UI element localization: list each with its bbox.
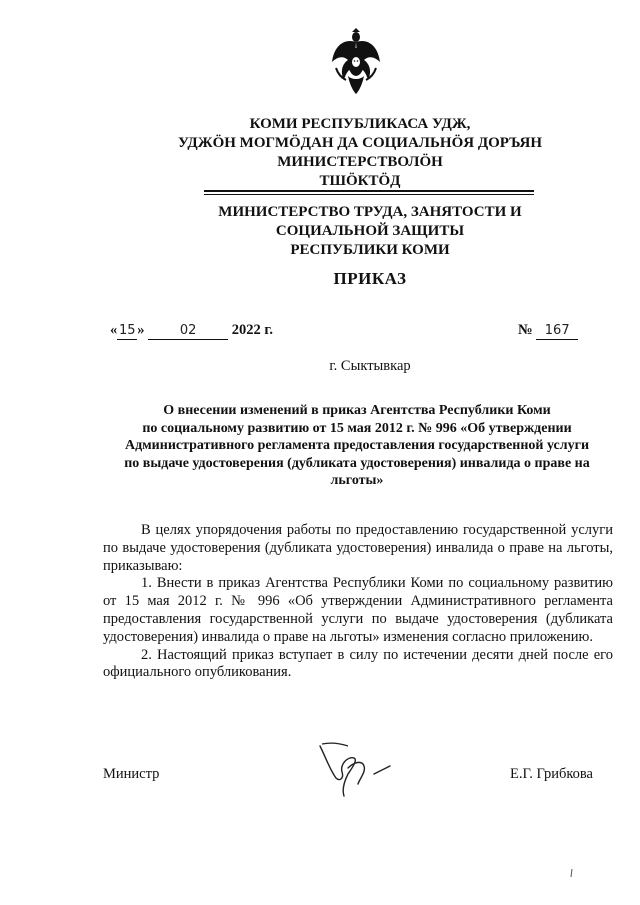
body-paragraph: В целях упорядочения работы по предоставлению государственной услуги по выдаче удостоверения (дубликата удостоверения) инвалида о праве на льготы, приказываю: bbox=[103, 522, 613, 574]
subject-line: льготы» bbox=[330, 473, 384, 488]
order-number bbox=[518, 322, 578, 340]
header-ru-line: РЕСПУБЛИКИ КОМИ bbox=[290, 242, 450, 258]
subject-line: по социальному развитию от 15 мая 2012 г. № 996 «Об утверждении bbox=[142, 420, 572, 436]
header-komi-line: УДЖÖН МОГМÖДАН ДА СОЦИАЛЬНÖЯ ДОРЪЯН bbox=[177, 135, 543, 151]
date-day: 15 bbox=[118, 323, 136, 338]
scan-mark-icon bbox=[568, 868, 576, 878]
order-date bbox=[110, 322, 273, 340]
order-body bbox=[103, 522, 613, 682]
header-ru-line: МИНИСТЕРСТВО ТРУДА, ЗАНЯТОСТИ И bbox=[218, 204, 522, 220]
coat-of-arms-icon bbox=[330, 28, 382, 94]
body-paragraph: 2. Настоящий приказ вступает в силу по истечении десяти дней после его официального опубликования. bbox=[103, 646, 613, 681]
document-type: ПРИКАЗ bbox=[333, 269, 407, 288]
header-komi-line: ТШÖКТÖД bbox=[319, 173, 401, 189]
header-divider-thin bbox=[204, 194, 534, 195]
signatory-title: Министр bbox=[103, 766, 160, 782]
date-close-quote: » bbox=[137, 322, 145, 338]
subject-line: Административного регламента предоставления государственной услуги bbox=[124, 438, 590, 453]
signatory-name: Е.Г. Грибкова bbox=[510, 766, 593, 782]
date-open-quote: « bbox=[110, 322, 118, 338]
header-komi-line: КОМИ РЕСПУБЛИКАСА УДЖ, bbox=[249, 116, 471, 132]
number-value: 167 bbox=[536, 323, 578, 340]
subject-line: по выдаче удостоверения (дубликата удостоверения) инвалида о праве на bbox=[124, 455, 590, 471]
number-label: № bbox=[518, 322, 533, 338]
date-year: 2022 г. bbox=[231, 322, 273, 338]
ministry-header-komi bbox=[160, 115, 560, 191]
ministry-header-russian bbox=[170, 203, 570, 260]
header-ru-line: СОЦИАЛЬНОЙ ЗАЩИТЫ bbox=[275, 223, 465, 239]
header-divider-thick bbox=[204, 190, 534, 192]
signature-icon bbox=[308, 738, 398, 800]
header-komi-line: МИНИСТЕРСТВОЛÖН bbox=[277, 154, 443, 170]
city: г. Сыктывкар bbox=[329, 358, 411, 374]
date-month: 02 bbox=[148, 323, 228, 340]
order-subject bbox=[100, 402, 614, 490]
subject-line: О внесении изменений в приказ Агентства Республики Коми bbox=[163, 403, 551, 418]
body-paragraph: 1. Внести в приказ Агентства Республики Коми по социальному развитию от 15 мая 2012 г. № 996 «Об утверждении Административного регламента предоставления государственной услуги по выдаче удостоверения (дубликата удостоверения) инвалида о праве на льготы» изменения согласно приложению. bbox=[103, 575, 613, 645]
